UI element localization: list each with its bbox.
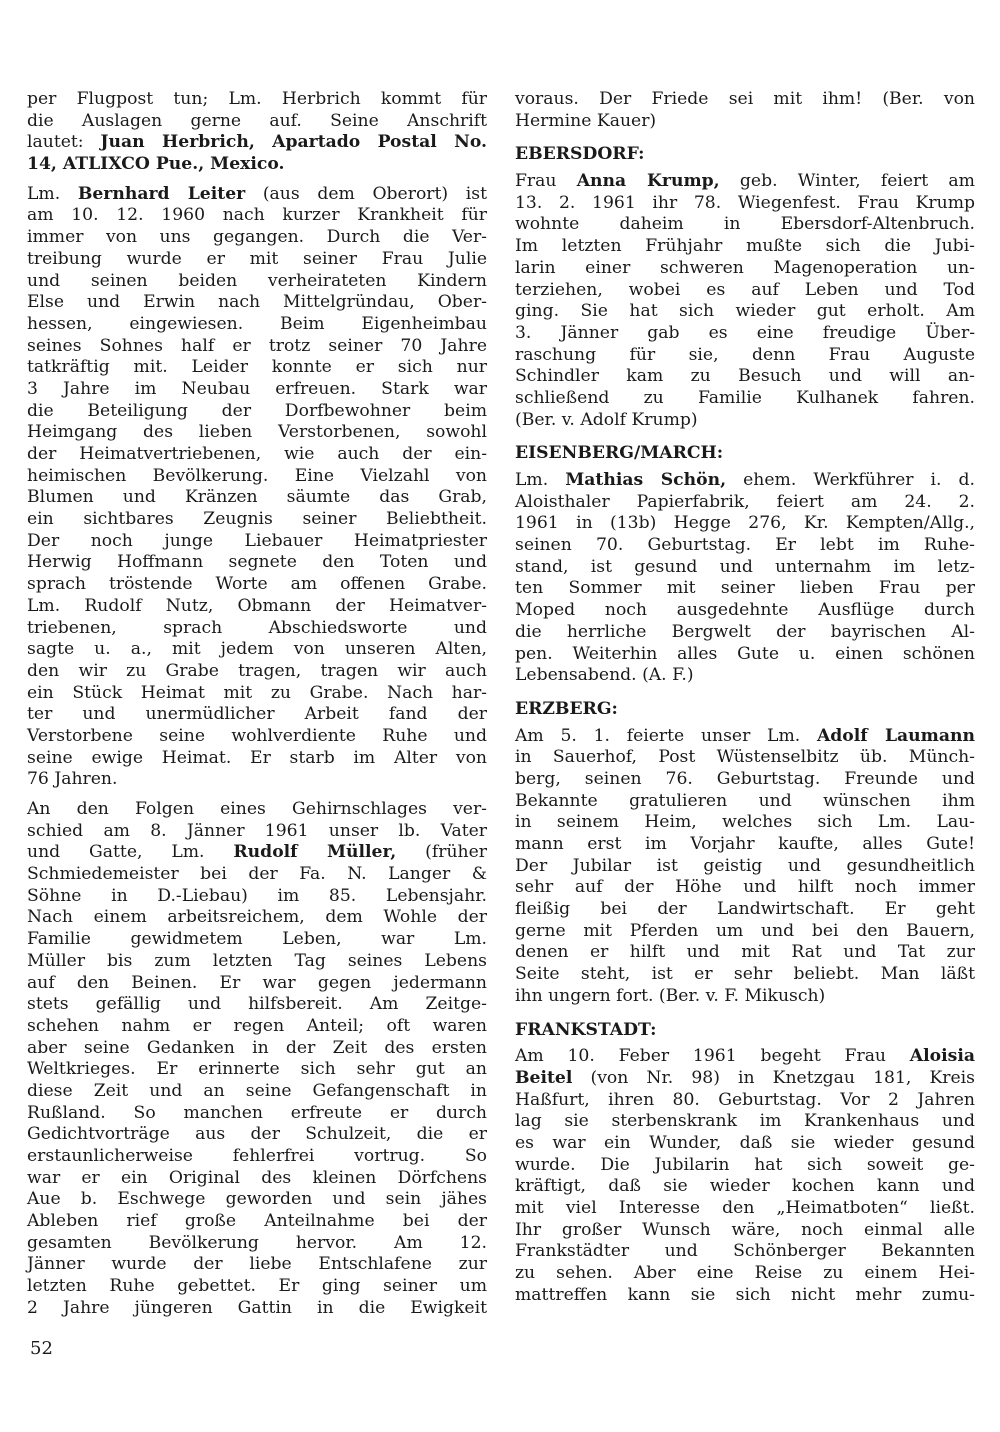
text-line — [515, 747, 975, 769]
text-line — [27, 1081, 487, 1103]
text-segment: in seinem Heim, welches sich Lm. Lau- — [515, 812, 975, 833]
text-line — [515, 1111, 975, 1133]
bold-name: Rudolf Müller, — [233, 842, 397, 863]
text-line — [515, 812, 975, 834]
text-segment: Ableben rief große Anteilnahme bei der — [27, 1211, 487, 1232]
text-line — [27, 89, 487, 111]
text-line — [27, 907, 487, 929]
text-line — [27, 154, 487, 176]
text-segment: sprach tröstende Worte am offenen Grabe. — [27, 574, 487, 595]
text-segment: An den Folgen eines Gehirnschlages ver- — [27, 799, 487, 819]
text-segment: Schindler kam zu Besuch und will an- — [515, 366, 975, 387]
text-line — [515, 236, 975, 258]
text-line — [27, 205, 487, 227]
text-line — [515, 193, 975, 215]
text-segment: Der noch junge Liebauer Heimatpriester — [27, 530, 487, 551]
text-segment: Frau — [515, 171, 577, 192]
text-line — [27, 842, 487, 864]
text-segment: Familie gewidmetem Leben, war Lm. — [27, 929, 487, 950]
text-segment: fleißig bei der Landwirtschaft. Er geht — [515, 899, 975, 920]
text-segment: sagte u. a., mit jedem von unseren Alten, — [27, 639, 487, 660]
text-line — [27, 227, 487, 249]
text-segment: wurde. Die Jubilarin hat sich soweit ge- — [515, 1154, 975, 1175]
text-line — [27, 951, 487, 973]
text-line — [27, 618, 487, 640]
text-line — [27, 683, 487, 705]
text-line — [27, 531, 487, 553]
paragraph — [27, 799, 487, 1320]
text-segment: gesamten Bevölkerung hervor. Am 12. — [27, 1232, 487, 1253]
text-segment: Ihr großer Wunsch wäre, noch einmal alle — [515, 1219, 975, 1240]
text-line — [515, 111, 975, 133]
text-segment: auf den Beinen. Er war gegen jedermann — [27, 972, 487, 993]
text-segment: Weltkrieges. Er erinnerte sich sehr gut an — [27, 1059, 487, 1080]
text-line — [515, 578, 975, 600]
text-line — [515, 388, 975, 410]
text-segment: schied am 8. Jänner 1961 unser lb. Vater — [27, 820, 487, 841]
text-segment: immer von uns gegangen. Durch die Ver- — [27, 227, 487, 248]
text-line — [515, 769, 975, 791]
text-segment: mattreffen kann sie sich nicht mehr zumu- — [515, 1284, 975, 1305]
text-line — [515, 921, 975, 943]
text-segment: Nach einem arbeitsreichem, dem Wohle der — [27, 907, 487, 928]
text-line — [27, 111, 487, 133]
text-segment: Schmiedemeister bei der Fa. N. Langer & — [27, 864, 487, 885]
text-segment: aber seine Gedanken in der Zeit des ersten — [27, 1037, 487, 1058]
text-line — [515, 856, 975, 878]
bold-name: Anna Krump, — [576, 171, 720, 192]
text-segment: seines Sohnes half er trotz seiner 70 Jahre — [27, 335, 487, 356]
bold-name: Aloisia — [909, 1046, 975, 1067]
section-heading: ERZBERG: — [515, 698, 618, 719]
text-line — [27, 552, 487, 574]
text-line — [27, 292, 487, 314]
text-segment: triebenen, sprach Abschiedsworte und — [27, 617, 487, 638]
text-segment: Heimgang des lieben Verstorbenen, sowohl — [27, 422, 487, 443]
text-segment: Am 5. 1. feierte unser Lm. — [515, 725, 817, 746]
left-column — [27, 89, 487, 1328]
text-segment: Seite steht, ist er sehr beliebt. Man läßt — [515, 964, 975, 985]
text-segment: Aloisthaler Papierfabrik, feiert am 24. 2. — [515, 491, 975, 512]
text-line — [27, 864, 487, 886]
text-segment: denen er hilft und mit Rat und Tat zur — [515, 942, 975, 963]
text-line — [515, 644, 975, 666]
text-line — [515, 410, 975, 432]
section-heading: EBERSDORF: — [515, 144, 645, 165]
text-line — [27, 748, 487, 770]
text-segment: (Ber. v. Adolf Krump) — [515, 409, 698, 430]
text-segment: in Sauerhof, Post Wüstenselbitz üb. Münch- — [515, 747, 975, 768]
text-segment: Am 10. Feber 1961 begeht Frau — [515, 1046, 910, 1067]
paragraph — [515, 726, 975, 1008]
text-line — [515, 834, 975, 856]
text-line — [515, 665, 975, 687]
text-segment: tatkräftig mit. Leider konnte er sich nur — [27, 357, 487, 378]
text-segment: Lm. Rudolf Nutz, Obmann der Heimatver- — [27, 595, 487, 616]
bold-name: Adolf Laumann — [816, 725, 975, 746]
text-line — [27, 929, 487, 951]
text-line — [515, 470, 975, 492]
section-heading: FRANKSTADT: — [515, 1019, 657, 1040]
text-line — [515, 557, 975, 579]
text-segment: Der Jubilar ist geistig und gesundheitlich — [515, 855, 975, 876]
paragraph — [515, 470, 975, 687]
text-line — [515, 899, 975, 921]
text-segment: Lm. — [27, 183, 78, 204]
text-segment: hessen, eingewiesen. Beim Eigenheimbau — [27, 313, 487, 334]
text-line — [515, 345, 975, 367]
text-line — [27, 184, 487, 206]
bold-name: Juan Herbrich, Apartado Postal No. — [100, 132, 487, 153]
text-segment: larin einer schweren Magenoperation un- — [515, 257, 975, 278]
text-line — [27, 1103, 487, 1125]
text-segment: terziehen, wobei es auf Leben und Tod — [515, 279, 975, 300]
paragraph — [27, 89, 487, 176]
text-line — [27, 639, 487, 661]
text-segment: (von Nr. 98) in Knetzgau 181, Kreis — [572, 1067, 975, 1088]
text-segment: 3 Jahre im Neubau erfreuen. Stark war — [27, 378, 487, 399]
text-line — [515, 513, 975, 535]
text-segment: Rußland. So manchen erfreute er durch — [27, 1102, 487, 1123]
text-line — [27, 1016, 487, 1038]
text-segment: Söhne in D.-Liebau) im 85. Lebensjahr. — [27, 885, 487, 906]
text-line — [27, 661, 487, 683]
text-segment: Moped noch ausgedehnte Ausflüge durch — [515, 600, 975, 621]
text-line — [515, 323, 975, 345]
paragraph — [27, 184, 487, 791]
text-segment: 3. Jänner gab es eine freudige Über- — [515, 322, 975, 343]
text-line — [515, 1155, 975, 1177]
text-line — [515, 1090, 975, 1112]
text-segment: lag sie sterbenskrank im Krankenhaus und — [515, 1111, 975, 1132]
text-line — [27, 422, 487, 444]
paragraph — [515, 89, 975, 132]
text-segment: die Auslagen gerne auf. Seine Anschrift — [27, 110, 487, 131]
text-segment: den wir zu Grabe tragen, tragen wir auch — [27, 660, 487, 681]
text-line — [27, 1189, 487, 1211]
text-segment: der Heimatvertriebenen, wie auch der ein- — [27, 444, 487, 464]
text-segment: stand, ist gesund und unternahm im letz- — [515, 556, 975, 577]
text-segment: (aus dem Oberort) ist — [245, 183, 487, 204]
text-segment: Frankstädter und Schönberger Bekannten — [515, 1241, 975, 1262]
text-line — [515, 1176, 975, 1198]
text-segment: Im letzten Frühjahr mußte sich die Jubi- — [515, 236, 975, 257]
text-segment: ein sichtbares Zeugnis seiner Beliebtheit. — [27, 509, 487, 530]
text-line — [515, 1220, 975, 1242]
text-line — [27, 1298, 487, 1320]
text-line — [515, 1285, 975, 1307]
text-segment: (früher — [396, 842, 487, 863]
text-segment: Aue b. Eschwege geworden und sein jähes — [27, 1189, 487, 1210]
text-line — [27, 704, 487, 726]
text-line — [27, 1124, 487, 1146]
text-line — [27, 1233, 487, 1255]
page-number: 52 — [30, 1338, 53, 1359]
text-line — [515, 726, 975, 748]
text-line — [27, 487, 487, 509]
text-segment: kräftigt, daß sie wieder kochen kann und — [515, 1176, 975, 1197]
text-segment: ging. Sie hat sich wieder gut erholt. Am — [515, 301, 975, 322]
text-line — [515, 1046, 975, 1068]
text-segment: sehr auf der Höhe und hilft noch immer — [515, 877, 975, 898]
text-segment: und seinen beiden verheirateten Kindern — [27, 270, 487, 291]
text-line — [27, 271, 487, 293]
paragraph — [515, 1046, 975, 1306]
text-line — [515, 1263, 975, 1285]
text-line — [27, 314, 487, 336]
text-segment: schließend zu Familie Kulhanek fahren. — [515, 387, 975, 408]
text-segment: am 10. 12. 1960 nach kurzer Krankheit für — [27, 205, 487, 226]
text-segment: lautet: — [27, 132, 101, 153]
text-segment: voraus. Der Friede sei mit ihm! (Ber. von — [515, 89, 975, 109]
text-segment: Blumen und Kränzen säumte das Grab, — [27, 487, 487, 508]
text-segment: Bekannte gratulieren und wünschen ihm — [515, 790, 975, 811]
text-segment: Lebensabend. (A. F.) — [515, 665, 694, 686]
text-segment: Haßfurt, ihren 80. Geburtstag. Vor 2 Jahren — [515, 1089, 975, 1110]
text-line — [27, 973, 487, 995]
text-segment: die herrliche Bergwelt der bayrischen Al- — [515, 621, 975, 642]
text-line — [515, 877, 975, 899]
bold-name: Mathias Schön, — [565, 470, 727, 490]
text-segment: es war ein Wunder, daß sie wieder gesund — [515, 1132, 975, 1153]
text-segment: ihn ungern fort. (Ber. v. F. Mikusch) — [515, 985, 826, 1006]
text-segment: treibung wurde er mit seiner Frau Julie — [27, 248, 487, 269]
text-line — [515, 1133, 975, 1155]
text-line — [515, 600, 975, 622]
text-line — [515, 986, 975, 1008]
right-column — [515, 89, 975, 1314]
text-line — [27, 1146, 487, 1168]
text-line — [27, 357, 487, 379]
text-line — [27, 249, 487, 271]
text-segment: 13. 2. 1961 ihr 78. Wiegenfest. Frau Krump — [515, 192, 975, 213]
text-line — [27, 336, 487, 358]
text-segment: diese Zeit und an seine Gefangenschaft in — [27, 1080, 487, 1101]
text-line — [515, 622, 975, 644]
text-segment: ein Stück Heimat mit zu Grabe. Nach har- — [27, 682, 487, 703]
paragraph — [515, 171, 975, 431]
text-line — [27, 769, 487, 791]
text-line — [27, 132, 487, 154]
text-segment: Else und Erwin nach Mittelgründau, Ober- — [27, 292, 487, 313]
text-segment: war er ein Original des kleinen Dörfchens — [27, 1167, 487, 1188]
text-segment: ehem. Werkführer i. d. — [726, 470, 976, 490]
text-segment: heimischen Bevölkerung. Eine Vielzahl von — [27, 465, 487, 486]
text-segment: mann erst im Vorjahr kaufte, alles Gute! — [515, 834, 975, 854]
text-line — [27, 799, 487, 821]
text-segment: seine ewige Heimat. Er starb im Alter von — [27, 747, 487, 768]
text-line — [27, 1211, 487, 1233]
text-segment: letzten Ruhe gebettet. Er ging seiner um — [27, 1276, 487, 1297]
text-line — [27, 444, 487, 466]
text-line — [515, 492, 975, 514]
text-line — [515, 258, 975, 280]
text-line — [27, 726, 487, 748]
text-segment: raschung für sie, denn Frau Auguste — [515, 344, 975, 365]
text-line — [27, 466, 487, 488]
text-line — [515, 942, 975, 964]
text-line — [515, 89, 975, 111]
text-line — [27, 886, 487, 908]
text-line — [27, 401, 487, 423]
text-line — [515, 964, 975, 986]
text-segment: 76 Jahren. — [27, 769, 118, 790]
text-segment: seinen 70. Geburtstag. Er lebt im Ruhe- — [515, 535, 975, 556]
text-segment: Verstorbene seine wohlverdiente Ruhe und — [27, 725, 487, 746]
text-line — [515, 1198, 975, 1220]
text-segment: zu sehen. Aber eine Reise zu einem Hei- — [515, 1263, 975, 1284]
text-segment: pen. Weiterhin alles Gute u. einen schönen — [515, 643, 975, 664]
text-line — [27, 379, 487, 401]
text-line — [27, 821, 487, 843]
text-line — [515, 280, 975, 302]
text-segment: berg, seinen 76. Geburtstag. Freunde und — [515, 768, 975, 789]
text-line — [515, 791, 975, 813]
text-line — [515, 214, 975, 236]
text-line — [515, 1068, 975, 1090]
bold-name: Beitel — [515, 1067, 573, 1088]
text-segment: erstaunlicherweise fehlerfrei vortrug. So — [27, 1146, 487, 1166]
text-segment: schehen nahm er regen Anteil; oft waren — [27, 1015, 487, 1036]
text-segment: 2 Jahre jüngeren Gattin in die Ewigkeit — [27, 1297, 487, 1318]
text-line — [515, 535, 975, 557]
text-line — [27, 596, 487, 618]
text-line — [27, 1038, 487, 1060]
text-line — [27, 1059, 487, 1081]
text-line — [515, 366, 975, 388]
text-segment: die Beteiligung der Dorfbewohner beim — [27, 400, 487, 421]
text-segment: Herwig Hoffmann segnete den Toten und — [27, 552, 487, 573]
text-segment: ter und unermüdlicher Arbeit fand der — [27, 704, 487, 725]
text-segment: Müller bis zum letzten Tag seines Lebens — [27, 950, 487, 971]
text-line — [27, 574, 487, 596]
bold-name: 14, ATLIXCO Pue., Mexico. — [27, 154, 285, 175]
text-line — [27, 1168, 487, 1190]
text-segment: per Flugpost tun; Lm. Herbrich kommt für — [27, 89, 487, 109]
bold-name: Bernhard Leiter — [77, 183, 246, 204]
text-line — [27, 994, 487, 1016]
text-line — [27, 1276, 487, 1298]
text-segment: gerne mit Pferden um und bei den Bauern, — [515, 920, 975, 941]
text-segment: wohnte daheim in Ebersdorf-Altenbruch. — [515, 214, 975, 235]
text-segment: geb. Winter, feiert am — [719, 171, 975, 192]
text-segment: stets gefällig und hilfsbereit. Am Zeitge- — [27, 994, 487, 1015]
text-line — [515, 301, 975, 323]
text-segment: und Gatte, Lm. — [27, 842, 234, 863]
text-segment: Jänner wurde der liebe Entschlafene zur — [27, 1254, 487, 1275]
text-segment: Gedichtvorträge aus der Schulzeit, die er — [27, 1124, 487, 1145]
text-line — [515, 171, 975, 193]
text-line — [27, 1254, 487, 1276]
text-segment: ten Sommer mit seiner lieben Frau per — [515, 578, 975, 599]
section-heading: EISENBERG/MARCH: — [515, 443, 724, 464]
text-line — [27, 509, 487, 531]
text-segment: mit viel Interesse den „Heimatboten“ ließt. — [515, 1198, 975, 1218]
text-segment: Lm. — [515, 470, 566, 490]
text-segment: 1961 in (13b) Hegge 276, Kr. Kempten/Allg., — [515, 513, 975, 534]
text-line — [515, 1241, 975, 1263]
text-segment: Hermine Kauer) — [515, 110, 657, 131]
